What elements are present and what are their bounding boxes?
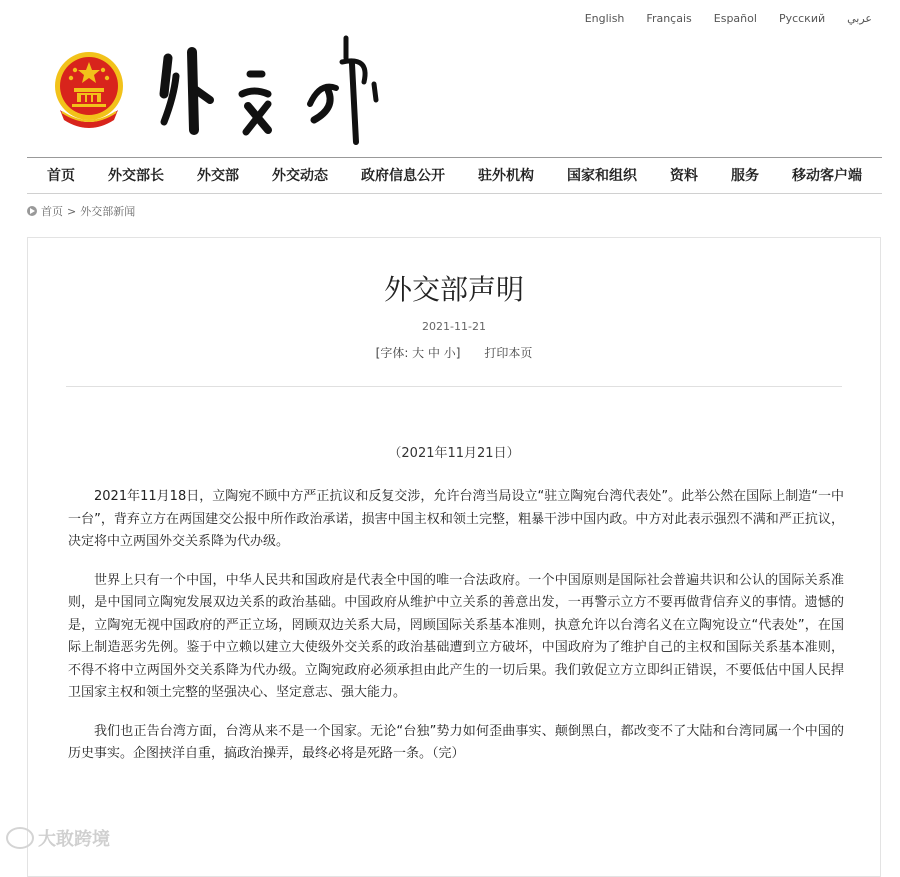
language-bar <box>585 12 872 25</box>
main-nav <box>27 158 882 192</box>
article-card <box>27 237 881 877</box>
article-divider <box>66 386 842 387</box>
article-date: 2021-11-21 <box>422 320 486 333</box>
article-paragraph: 我们也正告台湾方面，台湾从来不是一个国家。无论“台独”势力如何歪曲事实、颠倒黑白，都改变不了大陆和台湾同属一个中国的历史事实。企图挟洋自重，搞政治操弄，最终必将是死路一条。（完） <box>68 723 844 761</box>
nav-resources[interactable]: 资料 <box>670 168 698 184</box>
ministry-calligraphy-logo[interactable] <box>150 34 390 149</box>
nav-home[interactable]: 首页 <box>47 168 75 184</box>
lang-english[interactable]: English <box>584 12 625 25</box>
article-tools <box>28 344 880 361</box>
print-page-link[interactable]: 打印本页 <box>484 346 533 360</box>
breadcrumb-section[interactable]: 外交部新闻 <box>80 205 136 218</box>
nav-minister[interactable]: 外交部长 <box>108 168 164 184</box>
lang-russian[interactable]: Русский <box>778 12 826 25</box>
article-dateline: （2021年11月21日） <box>388 446 520 461</box>
nav-divider <box>27 193 882 194</box>
lang-spanish[interactable]: Español <box>713 12 757 25</box>
breadcrumb-separator: > <box>67 204 77 218</box>
watermark <box>6 825 110 851</box>
nav-government-info[interactable]: 政府信息公开 <box>361 168 445 184</box>
article-body <box>68 486 844 782</box>
nav-missions-abroad[interactable]: 驻外机构 <box>478 168 534 184</box>
article-title: 外交部声明 <box>383 273 524 306</box>
nav-countries-orgs[interactable]: 国家和组织 <box>567 168 637 184</box>
watermark-logo-icon <box>6 827 34 849</box>
lang-french[interactable]: Français <box>646 12 692 25</box>
nav-diplomatic-news[interactable]: 外交动态 <box>272 168 328 184</box>
nav-services[interactable]: 服务 <box>731 168 759 184</box>
nav-mobile-client[interactable]: 移动客户端 <box>792 168 862 184</box>
font-size-selector[interactable]: [字体: 大 中 小] <box>375 346 461 360</box>
breadcrumb-arrow-icon <box>27 206 37 216</box>
lang-arabic[interactable]: عربي <box>847 12 872 25</box>
article-paragraph: 2021年11月18日，立陶宛不顾中方严正抗议和反复交涉，允许台湾当局设立“驻立陶宛台湾代表处”。此举公然在国际上制造“一中一台”，背弃立方在两国建交公报中所作政治承诺，损害中国主权和领土完整，粗暴干涉中国内政。中方对此表示强烈不满和严正抗议，决定将中立两国外交关系降为代办级。 <box>68 489 844 549</box>
breadcrumb <box>27 203 135 219</box>
breadcrumb-home[interactable]: 首页 <box>41 205 63 218</box>
article-paragraph: 世界上只有一个中国，中华人民共和国政府是代表全中国的唯一合法政府。一个中国原则是国际社会普遍共识和公认的国际关系准则，是中国同立陶宛发展双边关系的政治基础。中国政府从维护中立关系的善意出发，一再警示立方不要再做背信弃义的事情。遗憾的是，立陶宛无视中国政府的严正立场，罔顾双边关系大局，罔顾国际关系基本准则，执意允许以台湾名义在立陶宛设立“代表处”，在国际上制造恶劣先例。鉴于中立赖以建立大使级外交关系的政治基础遭到立方破坏，中国政府为了维护自己的主权和国际关系基本准则，不得不将中立两国外交关系降为代办级。立陶宛政府必须承担由此产生的一切后果。我们敦促立方立即纠正错误，不要低估中国人民捍卫国家主权和领土完整的坚强决心、坚定意志、强大能力。 <box>68 572 844 700</box>
watermark-text: 大敢跨境 <box>38 829 110 850</box>
national-emblem-icon[interactable] <box>50 48 128 130</box>
nav-ministry[interactable]: 外交部 <box>197 168 239 184</box>
